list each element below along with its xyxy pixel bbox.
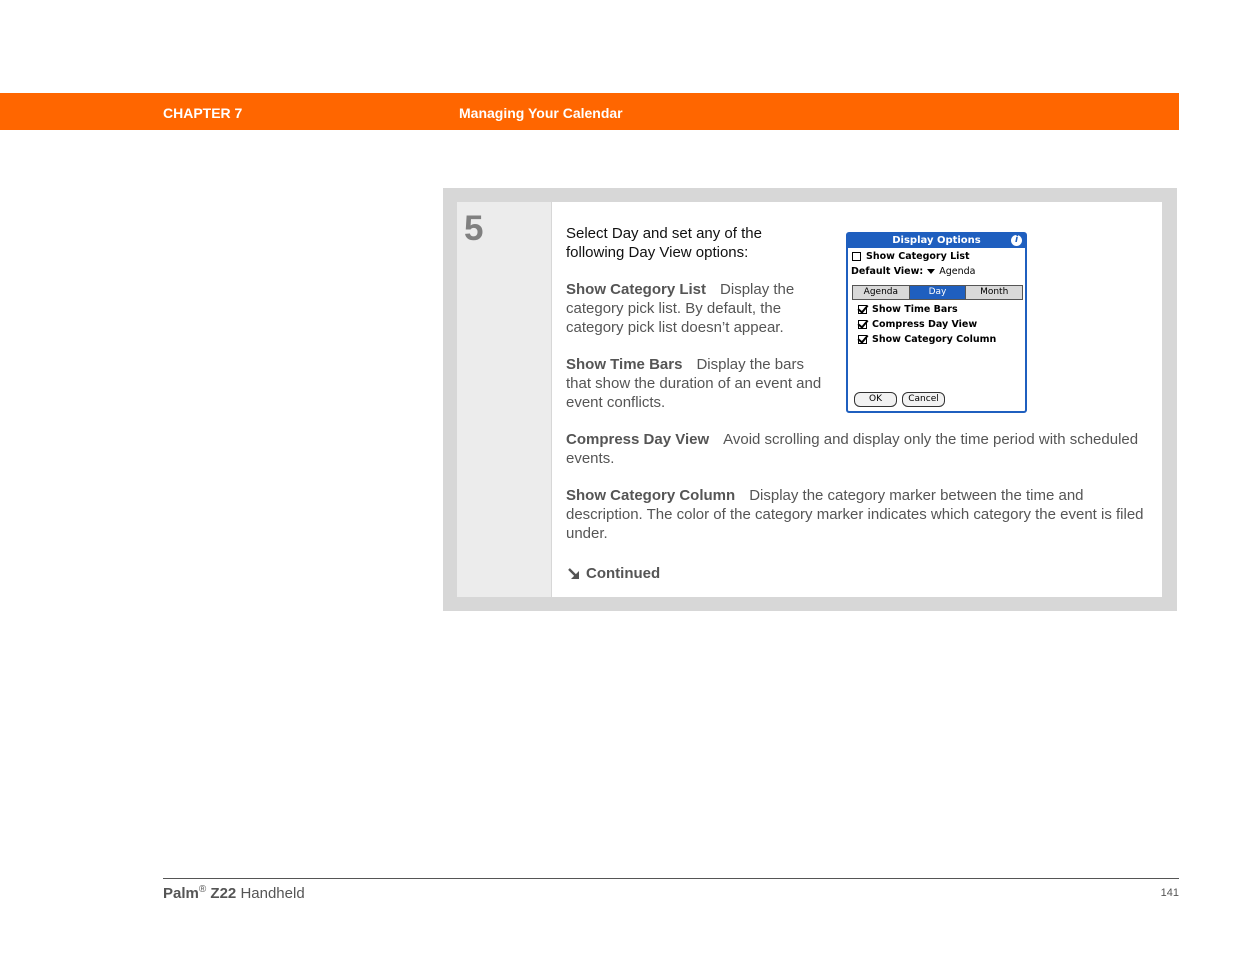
ok-button: OK: [854, 392, 897, 407]
arrow-down-right-icon: [566, 566, 582, 582]
chapter-label: CHAPTER 7: [163, 105, 243, 121]
default-view-label: Default View:: [851, 266, 924, 277]
option-show-category-column: [566, 486, 1146, 543]
step-intro: Select Day and set any of the following Day View options:: [566, 225, 762, 261]
continued-link[interactable]: [566, 565, 660, 582]
step-number-column: [457, 202, 551, 597]
page-number: 141: [1160, 887, 1179, 899]
chapter-title: Managing Your Calendar: [459, 105, 623, 121]
footer-brand: Palm: [163, 885, 199, 902]
dropdown-triangle-icon: [927, 269, 935, 274]
checkbox-unchecked: [852, 252, 861, 261]
option-description: Display the category pick list. By default, the category pick list doesn’t appear.: [566, 281, 795, 336]
checkbox-checked: [858, 320, 867, 329]
option-show-time-bars: [566, 355, 828, 412]
option-term: Show Category List: [566, 281, 707, 298]
option-show-category-list: [566, 280, 826, 337]
show-time-bars-row: [858, 304, 958, 315]
show-time-bars-label: Show Time Bars: [872, 304, 958, 315]
display-options-screenshot: [846, 232, 1027, 413]
footer-model: Z22: [210, 885, 237, 902]
compress-day-view-label: Compress Day View: [872, 319, 978, 330]
step-number: 5: [464, 209, 484, 248]
footer-product: [163, 884, 305, 902]
option-description: Avoid scrolling and display only the time period with scheduled events.: [566, 431, 1139, 467]
show-category-column-row: [858, 334, 996, 345]
show-category-list-label: Show Category List: [866, 251, 970, 262]
compress-day-view-row: [858, 319, 977, 330]
default-view-value: Agenda: [939, 266, 976, 277]
default-view-row: [851, 266, 975, 277]
checkbox-checked: [858, 305, 867, 314]
show-category-column-label: Show Category Column: [872, 334, 997, 345]
dialog-title: Display Options: [848, 234, 1025, 248]
footer-divider: [163, 878, 1179, 879]
cancel-button: Cancel: [902, 392, 945, 407]
checkbox-checked: [858, 335, 867, 344]
show-category-list-row: [852, 251, 970, 262]
option-description: Display the bars that show the duration of an event and event conflicts.: [566, 356, 822, 411]
info-icon: i: [1011, 235, 1022, 246]
option-term: Compress Day View: [566, 431, 710, 448]
option-term: Show Time Bars: [566, 356, 683, 373]
option-compress-day-view: [566, 430, 1146, 468]
footer-product-name: Handheld: [240, 885, 305, 902]
option-description: Display the category marker between the time and description. The color of the category marker indicates which category the event is filed under.: [566, 487, 1144, 542]
tab-agenda: Agenda: [853, 286, 910, 299]
view-selector: [852, 285, 1023, 300]
option-term: Show Category Column: [566, 487, 736, 504]
footer-registered: ®: [198, 884, 207, 895]
tab-month: Month: [966, 286, 1022, 299]
tab-day: Day: [910, 286, 967, 299]
continued-label: Continued: [586, 565, 661, 582]
